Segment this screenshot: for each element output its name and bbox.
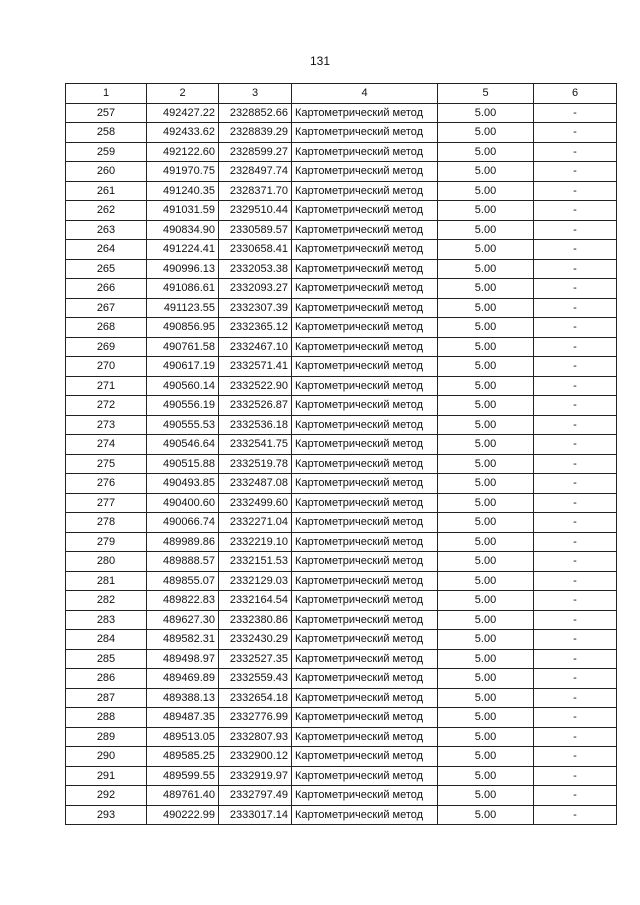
y-coordinate-cell: 2332467.10: [219, 337, 292, 357]
y-coordinate-cell: 2332900.12: [219, 747, 292, 767]
point-number-cell: 264: [66, 240, 147, 260]
note-cell: -: [534, 571, 617, 591]
accuracy-cell: 5.00: [438, 162, 534, 182]
y-coordinate-cell: 2332536.18: [219, 415, 292, 435]
y-coordinate-cell: 2328599.27: [219, 142, 292, 162]
note-cell: -: [534, 454, 617, 474]
accuracy-cell: 5.00: [438, 747, 534, 767]
method-cell: Картометрический метод: [292, 571, 438, 591]
accuracy-cell: 5.00: [438, 181, 534, 201]
y-coordinate-cell: 2330589.57: [219, 220, 292, 240]
y-coordinate-cell: 2332559.43: [219, 669, 292, 689]
note-cell: -: [534, 201, 617, 221]
x-coordinate-cell: 489513.05: [147, 727, 219, 747]
accuracy-cell: 5.00: [438, 220, 534, 240]
accuracy-cell: 5.00: [438, 474, 534, 494]
point-number-cell: 282: [66, 591, 147, 611]
y-coordinate-cell: 2328852.66: [219, 103, 292, 123]
point-number-cell: 285: [66, 649, 147, 669]
x-coordinate-cell: 490515.88: [147, 454, 219, 474]
x-coordinate-cell: 489585.25: [147, 747, 219, 767]
column-header: 1: [66, 84, 147, 104]
point-number-cell: 258: [66, 123, 147, 143]
y-coordinate-cell: 2332522.90: [219, 376, 292, 396]
point-number-cell: 271: [66, 376, 147, 396]
y-coordinate-cell: 2332093.27: [219, 279, 292, 299]
y-coordinate-cell: 2332365.12: [219, 318, 292, 338]
method-cell: Картометрический метод: [292, 454, 438, 474]
table-row: [66, 805, 617, 825]
table-row: [66, 649, 617, 669]
table-row: [66, 240, 617, 260]
point-number-cell: 273: [66, 415, 147, 435]
accuracy-cell: 5.00: [438, 766, 534, 786]
table-row: [66, 571, 617, 591]
method-cell: Картометрический метод: [292, 630, 438, 650]
point-number-cell: 291: [66, 766, 147, 786]
table-row: [66, 532, 617, 552]
accuracy-cell: 5.00: [438, 376, 534, 396]
accuracy-cell: 5.00: [438, 649, 534, 669]
column-header: 3: [219, 84, 292, 104]
x-coordinate-cell: 489388.13: [147, 688, 219, 708]
method-cell: Картометрический метод: [292, 318, 438, 338]
note-cell: -: [534, 669, 617, 689]
point-number-cell: 284: [66, 630, 147, 650]
point-number-cell: 293: [66, 805, 147, 825]
table-row: [66, 591, 617, 611]
point-number-cell: 292: [66, 786, 147, 806]
note-cell: -: [534, 532, 617, 552]
x-coordinate-cell: 491240.35: [147, 181, 219, 201]
x-coordinate-cell: 489599.55: [147, 766, 219, 786]
method-cell: Картометрический метод: [292, 220, 438, 240]
accuracy-cell: 5.00: [438, 201, 534, 221]
y-coordinate-cell: 2328371.70: [219, 181, 292, 201]
accuracy-cell: 5.00: [438, 142, 534, 162]
method-cell: Картометрический метод: [292, 396, 438, 416]
table-row: [66, 103, 617, 123]
point-number-cell: 268: [66, 318, 147, 338]
x-coordinate-cell: 489487.35: [147, 708, 219, 728]
note-cell: -: [534, 337, 617, 357]
table-row: [66, 220, 617, 240]
accuracy-cell: 5.00: [438, 669, 534, 689]
table-header: [66, 84, 617, 104]
table-row: [66, 337, 617, 357]
note-cell: -: [534, 513, 617, 533]
x-coordinate-cell: 490066.74: [147, 513, 219, 533]
table-row: [66, 513, 617, 533]
y-coordinate-cell: 2332654.18: [219, 688, 292, 708]
y-coordinate-cell: 2332053.38: [219, 259, 292, 279]
method-cell: Картометрический метод: [292, 337, 438, 357]
table-row: [66, 493, 617, 513]
accuracy-cell: 5.00: [438, 337, 534, 357]
y-coordinate-cell: 2332164.54: [219, 591, 292, 611]
point-number-cell: 287: [66, 688, 147, 708]
y-coordinate-cell: 2332776.99: [219, 708, 292, 728]
table-row: [66, 396, 617, 416]
method-cell: Картометрический метод: [292, 259, 438, 279]
x-coordinate-cell: 490555.53: [147, 415, 219, 435]
point-number-cell: 290: [66, 747, 147, 767]
note-cell: -: [534, 123, 617, 143]
y-coordinate-cell: 2332541.75: [219, 435, 292, 455]
method-cell: Картометрический метод: [292, 552, 438, 572]
method-cell: Картометрический метод: [292, 435, 438, 455]
method-cell: Картометрический метод: [292, 649, 438, 669]
x-coordinate-cell: 491031.59: [147, 201, 219, 221]
table-row: [66, 142, 617, 162]
x-coordinate-cell: 489888.57: [147, 552, 219, 572]
method-cell: Картометрический метод: [292, 532, 438, 552]
note-cell: -: [534, 688, 617, 708]
table-row: [66, 123, 617, 143]
point-number-cell: 266: [66, 279, 147, 299]
accuracy-cell: 5.00: [438, 240, 534, 260]
note-cell: -: [534, 376, 617, 396]
method-cell: Картометрический метод: [292, 415, 438, 435]
table-row: [66, 318, 617, 338]
method-cell: Картометрический метод: [292, 805, 438, 825]
accuracy-cell: 5.00: [438, 571, 534, 591]
point-number-cell: 275: [66, 454, 147, 474]
column-header: 4: [292, 84, 438, 104]
table-row: [66, 474, 617, 494]
y-coordinate-cell: 2332129.03: [219, 571, 292, 591]
accuracy-cell: 5.00: [438, 103, 534, 123]
point-number-cell: 277: [66, 493, 147, 513]
note-cell: -: [534, 747, 617, 767]
note-cell: -: [534, 396, 617, 416]
method-cell: Картометрический метод: [292, 201, 438, 221]
point-number-cell: 281: [66, 571, 147, 591]
note-cell: -: [534, 786, 617, 806]
point-number-cell: 261: [66, 181, 147, 201]
y-coordinate-cell: 2332519.78: [219, 454, 292, 474]
method-cell: Картометрический метод: [292, 493, 438, 513]
accuracy-cell: 5.00: [438, 708, 534, 728]
table-row: [66, 727, 617, 747]
x-coordinate-cell: 490222.99: [147, 805, 219, 825]
y-coordinate-cell: 2332430.29: [219, 630, 292, 650]
x-coordinate-cell: 490834.90: [147, 220, 219, 240]
point-number-cell: 280: [66, 552, 147, 572]
accuracy-cell: 5.00: [438, 552, 534, 572]
note-cell: -: [534, 591, 617, 611]
accuracy-cell: 5.00: [438, 630, 534, 650]
table-row: [66, 357, 617, 377]
method-cell: Картометрический метод: [292, 610, 438, 630]
note-cell: -: [534, 298, 617, 318]
x-coordinate-cell: 490400.60: [147, 493, 219, 513]
accuracy-cell: 5.00: [438, 259, 534, 279]
method-cell: Картометрический метод: [292, 747, 438, 767]
method-cell: Картометрический метод: [292, 766, 438, 786]
x-coordinate-cell: 490856.95: [147, 318, 219, 338]
method-cell: Картометрический метод: [292, 123, 438, 143]
note-cell: -: [534, 142, 617, 162]
point-number-cell: 288: [66, 708, 147, 728]
x-coordinate-cell: 490493.85: [147, 474, 219, 494]
point-number-cell: 274: [66, 435, 147, 455]
point-number-cell: 289: [66, 727, 147, 747]
x-coordinate-cell: 490617.19: [147, 357, 219, 377]
table-row: [66, 181, 617, 201]
x-coordinate-cell: 490761.58: [147, 337, 219, 357]
table-row: [66, 747, 617, 767]
x-coordinate-cell: 491224.41: [147, 240, 219, 260]
note-cell: -: [534, 103, 617, 123]
x-coordinate-cell: 489822.83: [147, 591, 219, 611]
note-cell: -: [534, 552, 617, 572]
point-number-cell: 260: [66, 162, 147, 182]
point-number-cell: 279: [66, 532, 147, 552]
x-coordinate-cell: 490996.13: [147, 259, 219, 279]
note-cell: -: [534, 649, 617, 669]
table-row: [66, 688, 617, 708]
y-coordinate-cell: 2332527.35: [219, 649, 292, 669]
point-number-cell: 259: [66, 142, 147, 162]
y-coordinate-cell: 2333017.14: [219, 805, 292, 825]
x-coordinate-cell: 489989.86: [147, 532, 219, 552]
accuracy-cell: 5.00: [438, 396, 534, 416]
table-row: [66, 415, 617, 435]
y-coordinate-cell: 2332919.97: [219, 766, 292, 786]
accuracy-cell: 5.00: [438, 805, 534, 825]
method-cell: Картометрический метод: [292, 474, 438, 494]
note-cell: -: [534, 766, 617, 786]
table-row: [66, 298, 617, 318]
x-coordinate-cell: 490560.14: [147, 376, 219, 396]
note-cell: -: [534, 240, 617, 260]
table-row: [66, 435, 617, 455]
column-header: 5: [438, 84, 534, 104]
accuracy-cell: 5.00: [438, 591, 534, 611]
point-number-cell: 278: [66, 513, 147, 533]
accuracy-cell: 5.00: [438, 610, 534, 630]
accuracy-cell: 5.00: [438, 298, 534, 318]
note-cell: -: [534, 708, 617, 728]
y-coordinate-cell: 2332380.86: [219, 610, 292, 630]
method-cell: Картометрический метод: [292, 357, 438, 377]
method-cell: Картометрический метод: [292, 708, 438, 728]
column-header: 6: [534, 84, 617, 104]
x-coordinate-cell: 491970.75: [147, 162, 219, 182]
accuracy-cell: 5.00: [438, 513, 534, 533]
accuracy-cell: 5.00: [438, 415, 534, 435]
y-coordinate-cell: 2332571.41: [219, 357, 292, 377]
note-cell: -: [534, 220, 617, 240]
note-cell: -: [534, 181, 617, 201]
accuracy-cell: 5.00: [438, 318, 534, 338]
accuracy-cell: 5.00: [438, 454, 534, 474]
note-cell: -: [534, 610, 617, 630]
note-cell: -: [534, 259, 617, 279]
method-cell: Картометрический метод: [292, 376, 438, 396]
accuracy-cell: 5.00: [438, 357, 534, 377]
note-cell: -: [534, 162, 617, 182]
method-cell: Картометрический метод: [292, 142, 438, 162]
point-number-cell: 262: [66, 201, 147, 221]
table-row: [66, 376, 617, 396]
accuracy-cell: 5.00: [438, 123, 534, 143]
x-coordinate-cell: 490556.19: [147, 396, 219, 416]
method-cell: Картометрический метод: [292, 688, 438, 708]
method-cell: Картометрический метод: [292, 669, 438, 689]
y-coordinate-cell: 2332499.60: [219, 493, 292, 513]
x-coordinate-cell: 489498.97: [147, 649, 219, 669]
table-row: [66, 552, 617, 572]
accuracy-cell: 5.00: [438, 493, 534, 513]
table-row: [66, 259, 617, 279]
accuracy-cell: 5.00: [438, 435, 534, 455]
column-header: 2: [147, 84, 219, 104]
note-cell: -: [534, 474, 617, 494]
table-row: [66, 708, 617, 728]
y-coordinate-cell: 2329510.44: [219, 201, 292, 221]
table-row: [66, 786, 617, 806]
x-coordinate-cell: 492427.22: [147, 103, 219, 123]
note-cell: -: [534, 805, 617, 825]
y-coordinate-cell: 2328839.29: [219, 123, 292, 143]
method-cell: Картометрический метод: [292, 727, 438, 747]
x-coordinate-cell: 492122.60: [147, 142, 219, 162]
method-cell: Картометрический метод: [292, 279, 438, 299]
note-cell: -: [534, 435, 617, 455]
point-number-cell: 267: [66, 298, 147, 318]
page-number: 131: [309, 54, 331, 68]
method-cell: Картометрический метод: [292, 103, 438, 123]
y-coordinate-cell: 2332526.87: [219, 396, 292, 416]
point-number-cell: 286: [66, 669, 147, 689]
table-row: [66, 279, 617, 299]
x-coordinate-cell: 489582.31: [147, 630, 219, 650]
y-coordinate-cell: 2332151.53: [219, 552, 292, 572]
y-coordinate-cell: 2328497.74: [219, 162, 292, 182]
accuracy-cell: 5.00: [438, 532, 534, 552]
x-coordinate-cell: 489627.30: [147, 610, 219, 630]
method-cell: Картометрический метод: [292, 298, 438, 318]
y-coordinate-cell: 2330658.41: [219, 240, 292, 260]
point-number-cell: 263: [66, 220, 147, 240]
table-row: [66, 162, 617, 182]
point-number-cell: 269: [66, 337, 147, 357]
method-cell: Картометрический метод: [292, 786, 438, 806]
table-row: [66, 201, 617, 221]
y-coordinate-cell: 2332807.93: [219, 727, 292, 747]
note-cell: -: [534, 493, 617, 513]
accuracy-cell: 5.00: [438, 688, 534, 708]
note-cell: -: [534, 279, 617, 299]
method-cell: Картометрический метод: [292, 591, 438, 611]
method-cell: Картометрический метод: [292, 162, 438, 182]
accuracy-cell: 5.00: [438, 279, 534, 299]
x-coordinate-cell: 489761.40: [147, 786, 219, 806]
coordinates-table: [65, 83, 617, 825]
point-number-cell: 265: [66, 259, 147, 279]
table-row: [66, 630, 617, 650]
point-number-cell: 270: [66, 357, 147, 377]
x-coordinate-cell: 489855.07: [147, 571, 219, 591]
note-cell: -: [534, 318, 617, 338]
header-row: [66, 84, 617, 104]
y-coordinate-cell: 2332487.08: [219, 474, 292, 494]
y-coordinate-cell: 2332307.39: [219, 298, 292, 318]
method-cell: Картометрический метод: [292, 181, 438, 201]
table-row: [66, 454, 617, 474]
note-cell: -: [534, 727, 617, 747]
table-row: [66, 669, 617, 689]
method-cell: Картометрический метод: [292, 513, 438, 533]
y-coordinate-cell: 2332797.49: [219, 786, 292, 806]
method-cell: Картометрический метод: [292, 240, 438, 260]
table-row: [66, 610, 617, 630]
x-coordinate-cell: 492433.62: [147, 123, 219, 143]
point-number-cell: 257: [66, 103, 147, 123]
table-body: [66, 103, 617, 825]
x-coordinate-cell: 491123.55: [147, 298, 219, 318]
note-cell: -: [534, 357, 617, 377]
y-coordinate-cell: 2332219.10: [219, 532, 292, 552]
x-coordinate-cell: 489469.89: [147, 669, 219, 689]
point-number-cell: 283: [66, 610, 147, 630]
accuracy-cell: 5.00: [438, 786, 534, 806]
y-coordinate-cell: 2332271.04: [219, 513, 292, 533]
x-coordinate-cell: 491086.61: [147, 279, 219, 299]
point-number-cell: 276: [66, 474, 147, 494]
note-cell: -: [534, 630, 617, 650]
table-row: [66, 766, 617, 786]
note-cell: -: [534, 415, 617, 435]
accuracy-cell: 5.00: [438, 727, 534, 747]
point-number-cell: 272: [66, 396, 147, 416]
x-coordinate-cell: 490546.64: [147, 435, 219, 455]
